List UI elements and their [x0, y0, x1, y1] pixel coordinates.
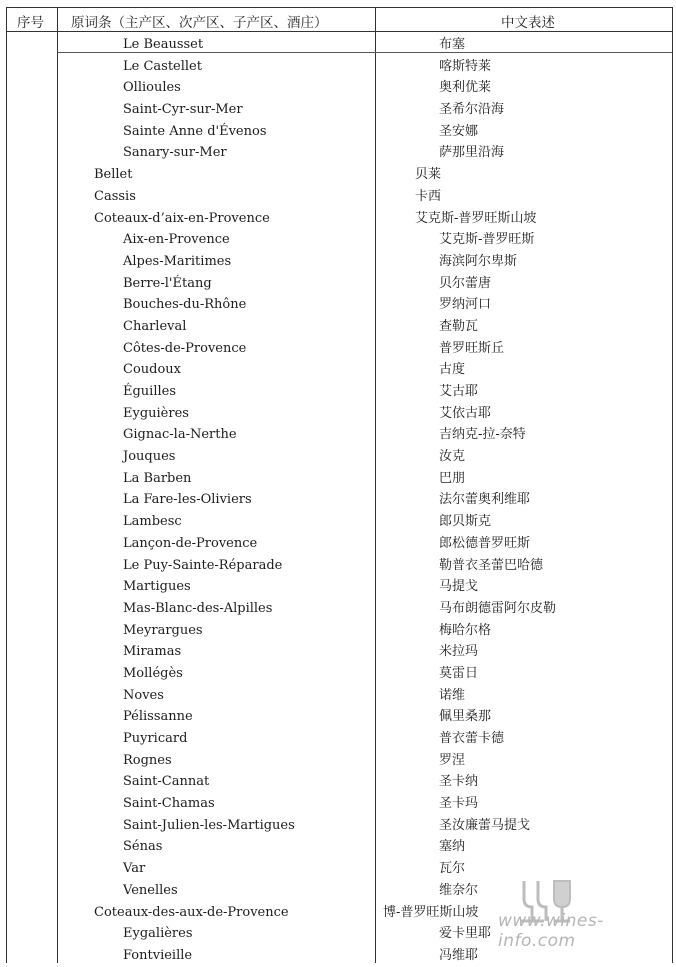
table-row — [7, 99, 672, 121]
chinese-term: 圣希尔沿海 — [439, 102, 505, 118]
original-term: Var — [123, 861, 146, 877]
watermark-text: www.wines-info.com — [498, 911, 604, 951]
original-term: Lançon-de-Provence — [123, 535, 258, 551]
original-term: Gignac-la-Nerthe — [123, 427, 237, 443]
chinese-term: 维奈尔 — [439, 882, 479, 898]
table-row — [7, 750, 672, 772]
table-row — [7, 793, 672, 815]
original-term: Bellet — [94, 167, 133, 183]
table-row — [7, 836, 672, 858]
table-row — [7, 663, 672, 685]
chinese-term: 梅哈尔格 — [439, 622, 492, 638]
chinese-term: 贝尔蕾唐 — [439, 275, 492, 291]
chinese-term: 莫雷日 — [439, 665, 479, 681]
chinese-term: 圣汝廉蕾马提戈 — [439, 817, 531, 833]
chinese-term: 诺维 — [439, 687, 466, 703]
table-row — [7, 338, 672, 360]
original-term: Saint-Julien-les-Martigues — [123, 817, 295, 833]
table-row — [7, 771, 672, 793]
table-row — [7, 164, 672, 186]
chinese-term: 普罗旺斯丘 — [439, 340, 505, 356]
original-term: Noves — [123, 687, 164, 703]
chinese-term: 圣卡玛 — [439, 796, 479, 812]
original-term: Meyrargues — [123, 622, 203, 638]
chinese-term: 喀斯特莱 — [439, 58, 492, 74]
original-term: Charleval — [123, 318, 187, 334]
original-term: Sainte Anne d'Évenos — [123, 123, 267, 139]
original-term: Le Puy-Sainte-Réparade — [123, 557, 283, 573]
chinese-term: 罗涅 — [439, 752, 466, 768]
chinese-term: 法尔蕾奥利维耶 — [439, 492, 531, 508]
chinese-term: 勒普衣圣蕾巴哈德 — [439, 557, 544, 573]
table-row — [7, 186, 672, 208]
original-term: Saint-Chamas — [123, 796, 215, 812]
table-row — [7, 359, 672, 381]
chinese-term: 艾依古耶 — [439, 405, 492, 421]
table-row — [7, 121, 672, 143]
original-term: Coudoux — [123, 362, 181, 378]
original-term: Coteaux-d’aix-en-Provence — [94, 210, 270, 226]
original-term: Ollioules — [123, 80, 181, 96]
chinese-term: 塞纳 — [439, 839, 466, 855]
chinese-term: 古度 — [439, 362, 466, 378]
original-term: Coteaux-des-aux-de-Provence — [94, 904, 289, 920]
chinese-term: 爱卡里耶 — [439, 926, 492, 942]
header-col-no: 序号 — [17, 15, 44, 31]
header-col-chinese: 中文表述 — [501, 15, 555, 31]
original-term: Aix-en-Provence — [123, 232, 230, 248]
chinese-term: 瓦尔 — [439, 861, 466, 877]
chinese-term: 汝克 — [439, 449, 466, 465]
table-row — [7, 815, 672, 837]
table-row — [7, 620, 672, 642]
table-row — [7, 251, 672, 273]
table-row — [7, 685, 672, 707]
chinese-term: 巴朋 — [439, 470, 466, 486]
original-term: Sanary-sur-Mer — [123, 145, 227, 161]
chinese-term: 郎松德普罗旺斯 — [439, 535, 531, 551]
chinese-term: 马提戈 — [439, 579, 479, 595]
table-header — [7, 8, 672, 32]
chinese-term: 海滨阿尔卑斯 — [439, 253, 518, 269]
original-term: La Fare-les-Oliviers — [123, 492, 252, 508]
original-term: Eygalières — [123, 926, 193, 942]
chinese-term: 米拉玛 — [439, 644, 479, 660]
table-row — [7, 294, 672, 316]
chinese-term: 奥利优莱 — [439, 80, 492, 96]
table-row — [7, 424, 672, 446]
original-term: Eyguières — [123, 405, 189, 421]
chinese-term: 圣安娜 — [439, 123, 479, 139]
table-row — [7, 641, 672, 663]
chinese-term: 郎贝斯克 — [439, 514, 492, 530]
original-term: Berre-l'Étang — [123, 275, 212, 291]
table-row — [7, 598, 672, 620]
chinese-term: 艾古耶 — [439, 384, 479, 399]
original-term: Miramas — [123, 644, 182, 660]
glossary-table — [6, 7, 673, 963]
table-row — [7, 77, 672, 99]
original-term: Puyricard — [123, 731, 188, 746]
table-row — [7, 208, 672, 230]
table-row — [7, 381, 672, 403]
original-term: Mas-Blanc-des-Alpilles — [123, 600, 273, 616]
original-term: La Barben — [123, 470, 192, 486]
original-term: Le Castellet — [123, 58, 202, 74]
original-term: Pélissanne — [123, 709, 193, 725]
table-row — [7, 34, 672, 56]
original-term: Le Beausset — [123, 37, 204, 52]
chinese-term: 卡西 — [415, 188, 442, 204]
table-row — [7, 489, 672, 511]
original-term: Martigues — [123, 579, 191, 595]
table-row — [7, 728, 672, 750]
header-col-original: 原词条（主产区、次产区、子产区、酒庄） — [71, 15, 328, 31]
original-term: Bouches-du-Rhône — [123, 297, 247, 313]
table-row — [7, 403, 672, 425]
original-term: Côtes-de-Provence — [123, 340, 247, 356]
original-term: Cassis — [94, 188, 136, 204]
original-term: Éguilles — [123, 384, 177, 399]
chinese-term: 艾克斯-普罗旺斯山坡 — [415, 210, 537, 226]
chinese-term: 布塞 — [439, 37, 466, 52]
table-row — [7, 576, 672, 598]
original-term: Rognes — [123, 752, 172, 768]
original-term: Lambesc — [123, 514, 182, 530]
chinese-term: 罗纳河口 — [439, 297, 492, 313]
original-term: Saint-Cyr-sur-Mer — [123, 102, 243, 118]
original-term: Fontvieille — [123, 947, 193, 963]
original-term: Alpes-Maritimes — [123, 253, 232, 269]
chinese-term: 圣卡纳 — [439, 774, 479, 790]
chinese-term: 冯维耶 — [439, 947, 479, 963]
table-row — [7, 706, 672, 728]
original-term: Saint-Cannat — [123, 774, 210, 790]
table-row — [7, 533, 672, 555]
table-row — [7, 511, 672, 533]
table-row — [7, 316, 672, 338]
chinese-term: 普衣蕾卡德 — [439, 731, 505, 746]
table-row — [7, 468, 672, 490]
chinese-term: 查勒瓦 — [439, 318, 479, 334]
chinese-term: 马布朗德雷阿尔皮勒 — [439, 600, 557, 616]
chinese-term: 艾克斯-普罗旺斯 — [439, 232, 535, 248]
table-row — [7, 446, 672, 468]
original-term: Venelles — [123, 882, 178, 898]
table-row — [7, 555, 672, 577]
chinese-term: 吉纳克-拉-奈特 — [439, 427, 526, 443]
table-row — [7, 142, 672, 164]
table-row — [7, 229, 672, 251]
original-term: Jouques — [123, 449, 176, 465]
original-term: Mollégès — [123, 665, 183, 681]
watermark — [498, 877, 668, 957]
chinese-term: 博-普罗旺斯山坡 — [383, 904, 479, 920]
original-term: Sénas — [123, 839, 163, 855]
table-body — [7, 34, 672, 967]
table-row — [7, 56, 672, 78]
chinese-term: 佩里桑那 — [439, 709, 492, 725]
chinese-term: 贝莱 — [415, 167, 442, 183]
chinese-term: 萨那里沿海 — [439, 145, 505, 161]
table-row — [7, 273, 672, 295]
